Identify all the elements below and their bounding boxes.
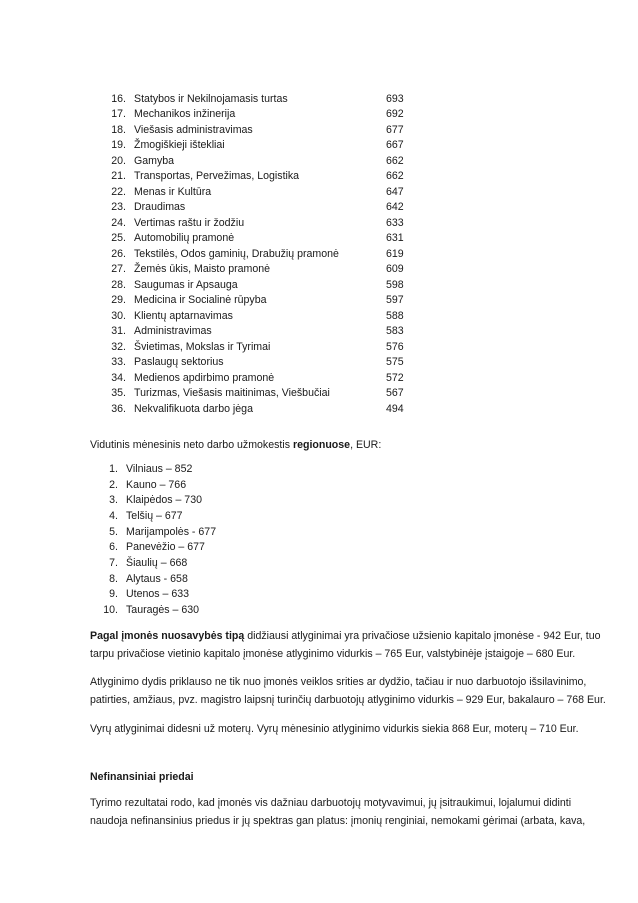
gender-paragraph: Vyrų atlyginimai didesni už moterų. Vyrų mėnesinio atlyginimo vidurkis siekia 868 Eur, moterų – 710 Eur.	[90, 723, 579, 735]
sector-value: 572	[386, 371, 404, 384]
sector-name: Automobilių pramonė	[134, 232, 235, 245]
sector-row	[96, 324, 536, 340]
sector-row	[96, 200, 536, 216]
sector-number: 23.	[111, 201, 126, 214]
region-number: 7.	[109, 556, 118, 569]
sector-name: Saugumas ir Apsauga	[134, 278, 238, 291]
sector-name: Draudimas	[134, 201, 186, 214]
region-row	[96, 492, 396, 508]
sector-row	[96, 169, 536, 185]
sector-number: 17.	[111, 108, 126, 121]
sector-value: 662	[386, 170, 404, 183]
sector-value: 576	[386, 340, 404, 353]
sector-number: 36.	[111, 402, 126, 415]
sector-row	[96, 215, 536, 231]
regions-intro-bold: regionuose	[292, 439, 351, 451]
sector-row	[96, 246, 536, 262]
sector-number: 18.	[111, 123, 126, 136]
sector-row	[96, 401, 536, 417]
sector-name: Viešasis administravimas	[134, 123, 253, 136]
sector-name: Turizmas, Viešasis maitinimas, Viešbučiai	[134, 387, 330, 400]
region-number: 5.	[109, 525, 118, 538]
sector-number: 16.	[111, 92, 126, 105]
sector-row	[96, 308, 536, 324]
sector-number: 34.	[111, 371, 126, 384]
region-row	[96, 524, 396, 540]
region-text: Tauragės – 630	[126, 604, 200, 617]
sector-value: 693	[386, 92, 404, 105]
region-text: Telšių – 677	[126, 509, 183, 522]
region-number: 9.	[109, 588, 118, 601]
region-number: 4.	[109, 509, 118, 522]
region-text: Klaipėdos – 730	[126, 494, 202, 507]
sector-value: 598	[386, 278, 404, 291]
sector-row	[96, 355, 536, 371]
sector-number: 30.	[111, 309, 126, 322]
sector-value: 588	[386, 309, 404, 322]
sector-value: 692	[386, 108, 404, 121]
sector-name: Mechanikos inžinerija	[134, 108, 236, 121]
sector-number: 28.	[111, 278, 126, 291]
sector-name: Menas ir Kultūra	[134, 185, 212, 198]
sector-value: 631	[386, 232, 404, 245]
sector-value: 633	[386, 216, 404, 229]
region-number: 3.	[109, 494, 118, 507]
sector-number: 20.	[111, 154, 126, 167]
sector-value: 583	[386, 325, 404, 338]
region-row	[96, 587, 396, 603]
nonfinancial-paragraph: Tyrimo rezultatai rodo, kad įmonės vis dažniau darbuotojų motyvavimui, jų įsitraukimui, lojalumui didinti naudoja nefinansinius priedus ir jų spektras gan platus: įmonių renginiai, nemokami gėrimai (arbata, kava,	[90, 797, 586, 827]
region-number: 2.	[109, 478, 118, 491]
sector-row	[96, 138, 536, 154]
sector-name: Gamyba	[134, 154, 175, 167]
sector-name: Statybos ir Nekilnojamasis turtas	[134, 92, 288, 105]
sector-name: Medicina ir Socialinė rūpyba	[134, 294, 267, 307]
sector-row	[96, 370, 536, 386]
sector-number: 35.	[111, 387, 126, 400]
ownership-paragraph	[90, 627, 610, 663]
sector-number: 32.	[111, 340, 126, 353]
sector-number: 27.	[111, 263, 126, 276]
sector-row	[96, 339, 536, 355]
sector-number: 25.	[111, 232, 126, 245]
sector-value: 677	[386, 123, 404, 136]
sector-value: 667	[386, 139, 404, 152]
sector-number: 24.	[111, 216, 126, 229]
region-row	[96, 539, 396, 555]
region-text: Kauno – 766	[126, 478, 187, 491]
sector-number: 21.	[111, 170, 126, 183]
sector-number: 31.	[111, 325, 126, 338]
sector-number: 19.	[111, 139, 126, 152]
sector-row	[96, 184, 536, 200]
sector-row	[96, 293, 536, 309]
sector-row	[96, 91, 536, 107]
sector-row	[96, 386, 536, 402]
sector-name: Žemės ūkis, Maisto pramonė	[134, 263, 271, 276]
sector-value: 597	[386, 294, 404, 307]
sector-row	[96, 231, 536, 247]
region-text: Utenos – 633	[126, 588, 190, 601]
region-number: 6.	[109, 541, 118, 554]
sector-number: 29.	[111, 294, 126, 307]
region-row	[96, 477, 396, 493]
education-paragraph: Atlyginimo dydis priklauso ne tik nuo įmonės veiklos srities ar dydžio, tačiau ir nuo darbuotojo išsilavinimo, patirties, amžiaus, pvz. magistro laipsnį turinčių darbuotojų atlyginimo vidurkis – 929 Eur, bakalauro – 768 Eur.	[90, 676, 606, 706]
sector-row	[96, 122, 536, 138]
sector-name: Vertimas raštu ir žodžiu	[134, 216, 245, 229]
sector-name: Medienos apdirbimo pramonė	[134, 371, 275, 384]
sector-row	[96, 262, 536, 278]
sector-value: 494	[386, 402, 404, 415]
ownership-bold: Pagal įmonės nuosavybės tipą	[90, 630, 245, 642]
sector-name: Klientų aptarnavimas	[134, 309, 233, 322]
region-number: 8.	[109, 572, 118, 585]
sector-number: 26.	[111, 247, 126, 260]
sector-value: 619	[386, 247, 404, 260]
region-text: Šiaulių – 668	[126, 556, 188, 569]
sector-row	[96, 107, 536, 123]
sector-name: Transportas, Pervežimas, Logistika	[134, 170, 300, 183]
region-number: 10.	[103, 604, 118, 617]
sector-value: 642	[386, 201, 404, 214]
regions-intro	[90, 436, 610, 454]
sector-name: Švietimas, Mokslas ir Tyrimai	[134, 340, 271, 353]
sector-name: Administravimas	[134, 325, 212, 338]
region-row	[96, 555, 396, 571]
sector-row	[96, 277, 536, 293]
regions-intro-text: Vidutinis mėnesinis neto darbo užmokestis	[90, 439, 293, 451]
region-text: Marijampolės - 677	[126, 525, 217, 538]
region-row	[96, 508, 396, 524]
sector-number: 33.	[111, 356, 126, 369]
sector-value: 662	[386, 154, 404, 167]
sector-row	[96, 153, 536, 169]
region-text: Vilniaus – 852	[126, 462, 193, 475]
region-text: Panevėžio – 677	[126, 541, 205, 554]
nonfinancial-heading	[90, 768, 610, 786]
region-row	[96, 461, 396, 477]
sector-value: 575	[386, 356, 404, 369]
region-text: Alytaus - 658	[126, 572, 188, 585]
region-row	[96, 571, 396, 587]
regions-intro-suffix: , EUR:	[350, 439, 382, 451]
ownership-text: didžiausi atlyginimai yra privačiose užsienio kapitalo įmonėse - 942 Eur, tuo tarpu privačiose vietinio kapitalo įmonėse atlyginimo vidurkis – 765 Eur, valstybinėje įstaigoje – 680 Eur.	[90, 630, 601, 660]
sector-salary-list	[96, 91, 536, 417]
sector-value: 647	[386, 185, 404, 198]
nonfinancial-heading-text: Nefinansiniai priedai	[90, 771, 194, 783]
sector-name: Paslaugų sektorius	[134, 356, 224, 369]
region-salary-list	[96, 461, 396, 618]
region-row	[96, 602, 396, 618]
sector-name: Tekstilės, Odos gaminių, Drabužių pramonė	[134, 247, 339, 260]
sector-name: Žmogiškieji ištekliai	[134, 139, 225, 152]
sector-value: 567	[386, 387, 404, 400]
sector-name: Nekvalifikuota darbo jėga	[134, 402, 253, 415]
sector-number: 22.	[111, 185, 126, 198]
region-number: 1.	[109, 462, 118, 475]
sector-value: 609	[386, 263, 404, 276]
